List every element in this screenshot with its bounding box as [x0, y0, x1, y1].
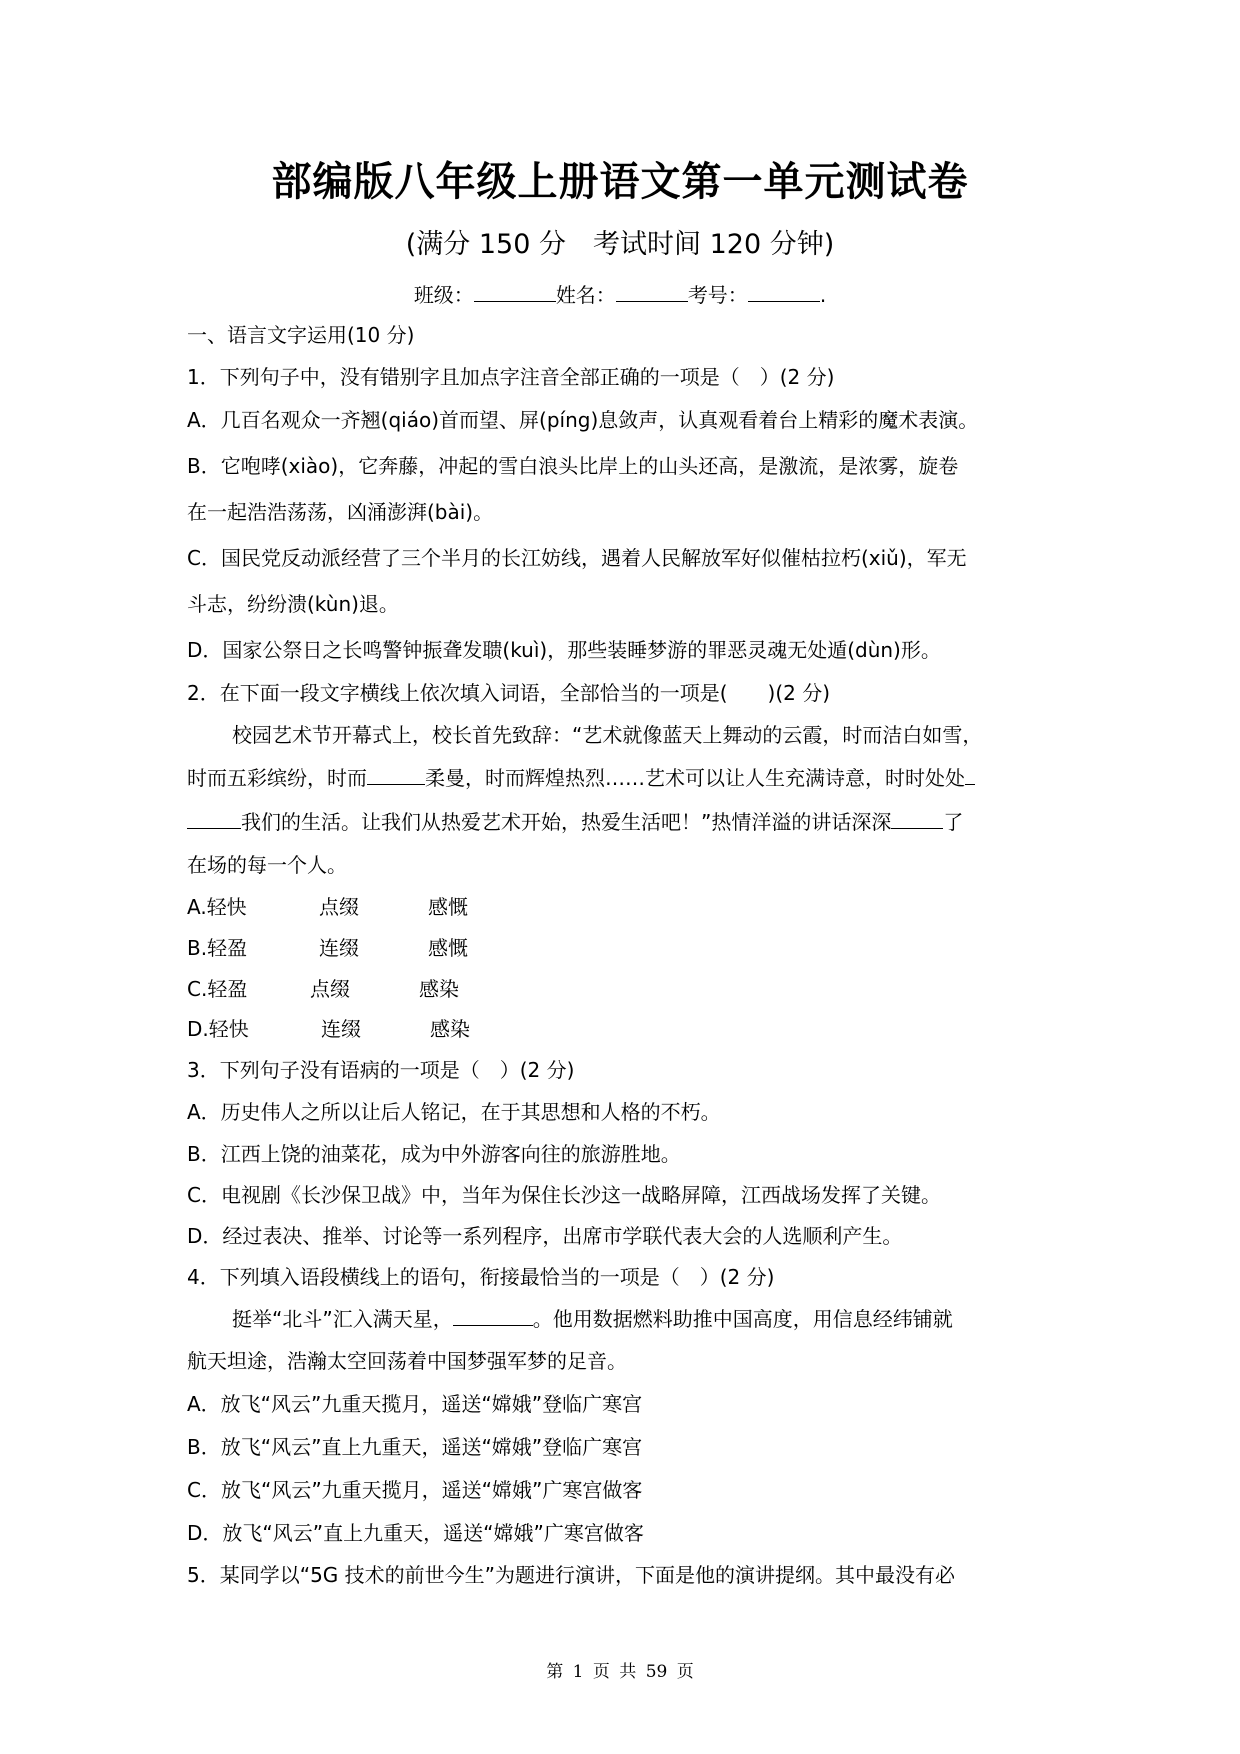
- q2-passage-line3-part1: 我们的生活。让我们从热爱艺术开始，热爱生活吧！”热情洋溢的讲话深深: [241, 810, 892, 834]
- q2-option-c-word1: C.轻盈: [187, 977, 248, 1001]
- q4-option-c: C．放飞“风云”九重天揽月，遥送“嫦娥”广寒宫做客: [187, 1478, 643, 1502]
- q3-option-d: D．经过表决、推举、讨论等一系列程序，出席市学联代表大会的人选顺利产生。: [187, 1224, 903, 1248]
- info-end-mark: .: [819, 283, 827, 307]
- number-label: 考号：: [687, 283, 748, 307]
- q1-option-c-line2: 斗志，纷纷溃(kùn)退。: [187, 592, 399, 616]
- page-subtitle: (满分 150 分 考试时间 120 分钟): [405, 229, 835, 260]
- page-title: 部编版八年级上册语文第一单元测试卷: [271, 158, 969, 205]
- q3-option-a: A．历史伟人之所以让后人铭记，在于其思想和人格的不朽。: [187, 1100, 721, 1124]
- q4-passage-line1: [232, 1303, 1112, 1332]
- class-label: 班级：: [413, 283, 474, 307]
- q2-passage-line3-part2: 了: [943, 810, 964, 834]
- q2-passage-line2-part1: 时而五彩缤纷，时而: [187, 766, 367, 790]
- page-footer: 第 1 页 共 59 页: [546, 1662, 694, 1682]
- q3-stem: 3．下列句子没有语病的一项是（ ）(2 分): [187, 1058, 575, 1082]
- q4-option-d: D．放飞“风云”直上九重天，遥送“嫦娥”广寒宫做客: [187, 1521, 644, 1545]
- name-blank: [616, 283, 688, 302]
- q1-option-c-line1: C．国民党反动派经营了三个半月的长江妨线，遇着人民解放军好似催枯拉朽(xiǔ)，军无: [187, 546, 967, 570]
- q2-passage-line1: 校园艺术节开幕式上，校长首先致辞：“艺术就像蓝天上舞动的云霞，时而洁白如雪，: [232, 723, 983, 747]
- q2-option-a-word3: 感慨: [428, 895, 468, 919]
- q2-passage-line4: 在场的每一个人。: [187, 853, 347, 877]
- number-blank: [748, 283, 820, 302]
- q1-stem: 1．下列句子中，没有错别字且加点字注音全部正确的一项是（ ）(2 分): [187, 365, 835, 389]
- q1-option-d: D．国家公祭日之长鸣警钟振聋发聩(kuì)，那些装睡梦游的罪恶灵魂无处遁(dùn)形。: [187, 638, 941, 662]
- q4-stem: 4．下列填入语段横线上的语句，衔接最恰当的一项是（ ）(2 分): [187, 1265, 775, 1289]
- q4-passage-line1-part2: 。他用数据燃料助推中国高度，用信息经纬铺就: [532, 1307, 953, 1331]
- q1-option-a: A．几百名观众一齐翘(qiáo)首而望、屏(píng)息敛声，认真观看着台上精彩的魔术表演。: [187, 408, 979, 432]
- q2-blank-3: [891, 810, 943, 829]
- q2-option-d-word1: D.轻快: [187, 1017, 249, 1041]
- q2-option-d-word3: 感染: [430, 1017, 470, 1041]
- q5-stem: 5．某同学以“5G 技术的前世今生”为题进行演讲，下面是他的演讲提纲。其中最没有必: [187, 1563, 956, 1587]
- class-blank: [474, 283, 556, 302]
- q1-option-b-line2: 在一起浩浩荡荡，凶涌澎湃(bài)。: [187, 500, 494, 524]
- q4-blank: [453, 1307, 533, 1326]
- q2-passage-line2: [187, 762, 1067, 791]
- student-info-line: [0, 279, 1240, 308]
- q1-option-b-line1: B．它咆哮(xiào)，它奔藤，冲起的雪白浪头比岸上的山头还高，是激流，是浓雾，旋卷: [187, 454, 959, 478]
- q4-passage-line2: 航天坦途，浩瀚太空回荡着中国梦强军梦的足音。: [187, 1349, 627, 1373]
- name-label: 姓名：: [555, 283, 616, 307]
- q2-option-c-word2: 点缀: [310, 977, 350, 1001]
- q4-option-a: A．放飞“风云”九重天揽月，遥送“嫦娥”登临广寒宫: [187, 1392, 643, 1416]
- q2-option-b-word3: 感慨: [428, 936, 468, 960]
- section-heading: 一、语言文字运用(10 分): [187, 323, 415, 347]
- q2-stem: 2．在下面一段文字横线上依次填入词语，全部恰当的一项是( )(2 分): [187, 681, 831, 705]
- q2-option-b-word1: B.轻盈: [187, 936, 248, 960]
- q4-passage-line1-part1: 挺举“北斗”汇入满天星，: [232, 1307, 453, 1331]
- q4-option-b: B．放飞“风云”直上九重天，遥送“嫦娥”登临广寒宫: [187, 1435, 643, 1459]
- q2-blank-1: [367, 766, 425, 785]
- q2-option-a-word1: A.轻快: [187, 895, 247, 919]
- q2-option-c-word3: 感染: [419, 977, 459, 1001]
- q2-option-b-word2: 连缀: [319, 936, 359, 960]
- q2-passage-line3: [187, 806, 1067, 835]
- q3-option-b: B．江西上饶的油菜花，成为中外游客向往的旅游胜地。: [187, 1142, 681, 1166]
- q2-blank-2-end: [187, 810, 241, 829]
- q2-option-a-word2: 点缀: [319, 895, 359, 919]
- q2-blank-2-start: [965, 766, 975, 785]
- q3-option-c: C．电视剧《长沙保卫战》中，当年为保住长沙这一战略屏障，江西战场发挥了关键。: [187, 1183, 941, 1207]
- q2-option-d-word2: 连缀: [321, 1017, 361, 1041]
- q2-passage-line2-part2: 柔曼，时而辉煌热烈……艺术可以让人生充满诗意，时时处处: [425, 766, 965, 790]
